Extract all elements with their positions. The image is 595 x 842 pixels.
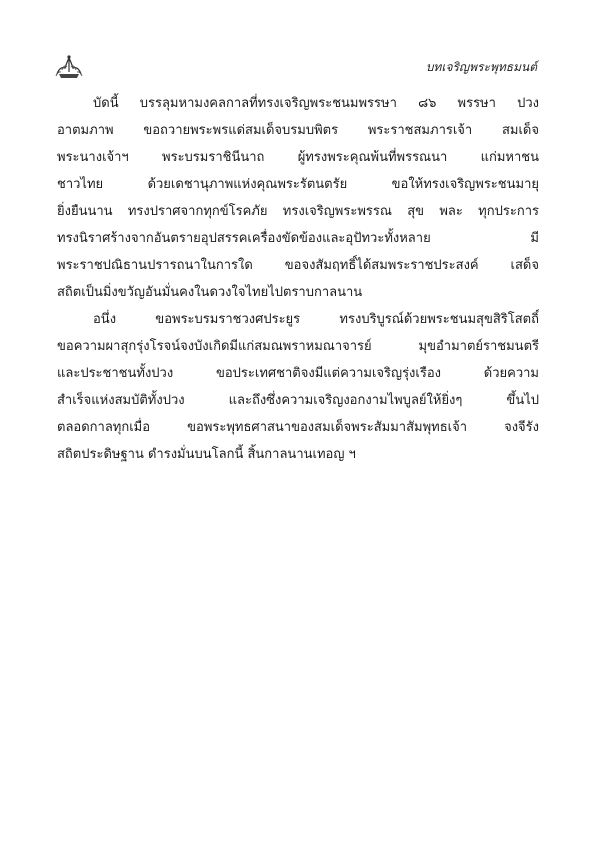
text-line: ชาวไทย ด้วยเดชานุภาพแห่งคุณพระรัตนตรัย ขอให้ทรงเจริญพระชนมายุ: [57, 177, 539, 192]
text-line: สำเร็จแห่งสมบัติทั้งปวง และถึงซึ่งความเจริญงอกงามไพบูลย์ให้ยิ่งๆ ขึ้นไป: [57, 393, 539, 408]
royal-emblem-icon: [54, 52, 84, 82]
text-line: ตลอดกาลทุกเมื่อ ขอพระพุทธศาสนาของสมเด็จพระสัมมาสัมพุทธเจ้า จงจีรัง: [57, 420, 539, 435]
document-body: [57, 90, 539, 468]
text-line: อนึ่ง ขอพระบรมราชวงศประยูร ทรงบริบูรณ์ด้วยพระชนมสุขสิริโสตถิ์: [93, 312, 539, 327]
text-line: พระราชปณิธานปรารถนาในการใด ขอจงสัมฤทธิ์ได้สมพระราชประสงค์ เสด็จ: [57, 258, 539, 273]
text-line: สถิตประดิษฐาน ดำรงมั่นบนโลกนี้ สิ้นกาลนานเทอญ ฯ: [57, 447, 356, 462]
text-line: พระนางเจ้าฯ พระบรมราชินีนาถ ผู้ทรงพระคุณพ้นที่พรรณนา แก่มหาชน: [57, 150, 539, 165]
text-line: ยิ่งยืนนาน ทรงปราศจากทุกข์โรคภัย ทรงเจริญพระพรรณ สุข พละ ทุกประการ: [57, 204, 539, 219]
text-line: ขอความผาสุกรุ่งโรจน์จงบังเกิดมีแก่สมณพราหมณาจารย์ มุขอำมาตย์ราชมนตรี: [57, 339, 539, 354]
text-line: และประชาชนทั้งปวง ขอประเทศชาติจงมีแต่ความเจริญรุ่งเรือง ด้วยความ: [57, 366, 539, 381]
text-line: อาตมภาพ ขอถวายพระพรแด่สมเด็จบรมบพิตร พระราชสมภารเจ้า สมเด็จ: [57, 123, 539, 138]
running-header-title: บทเจริญพระพุทธมนต์: [425, 60, 537, 74]
paragraph-2: [57, 306, 539, 468]
paragraph-1: [57, 90, 539, 306]
text-line: บัดนี้ บรรลุมหามงคลกาลที่ทรงเจริญพระชนมพรรษา ๘๖ พรรษา ปวง: [93, 96, 539, 111]
text-line: ทรงนิราศร้างจากอันตรายอุปสรรคเครื่องขัดข้องและอุปัทวะทั้งหลาย มี: [57, 231, 539, 246]
text-line: สถิตเป็นมิ่งขวัญอันมั่นคงในดวงใจไทยไปตราบกาลนาน: [57, 285, 363, 300]
